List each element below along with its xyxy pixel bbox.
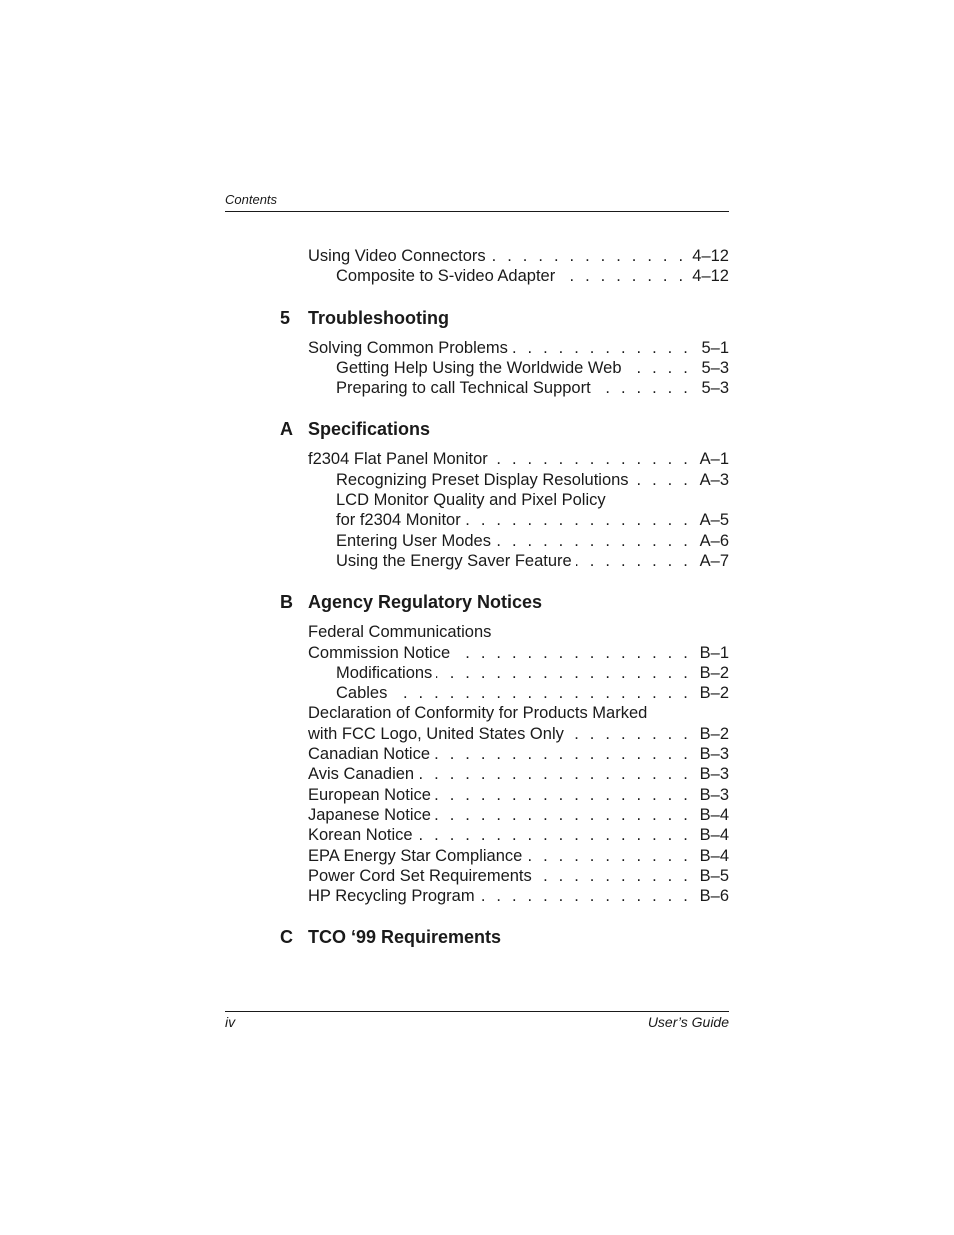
toc-entry-page: B–2 <box>699 684 729 703</box>
toc-continued-section <box>280 246 729 287</box>
toc-entry-label: Power Cord Set Requirements <box>308 866 532 885</box>
toc-entry-label: f2304 Flat Panel Monitor <box>308 450 488 469</box>
toc-entry-label: Getting Help Using the Worldwide Web <box>336 358 622 377</box>
toc-entry-label: Composite to S-video Adapter <box>336 267 556 286</box>
toc-entry-page: B–3 <box>699 785 729 804</box>
dot-leader <box>536 866 691 886</box>
dot-leader <box>495 531 691 551</box>
toc-entry-label: Commission Notice <box>308 643 451 662</box>
dot-leader <box>417 825 691 845</box>
toc-entry-label: EPA Energy Star Compliance <box>308 846 523 865</box>
dot-leader <box>526 846 691 866</box>
toc-entry-label: Solving Common Problems <box>308 338 508 357</box>
chapter-title: Agency Regulatory Notices <box>308 592 543 613</box>
chapter-number: 5 <box>280 307 291 328</box>
toc-entry-page: 5–3 <box>701 358 729 377</box>
toc-entry-page: B–3 <box>699 745 729 764</box>
dot-leader <box>479 886 691 906</box>
page-number: iv <box>225 1014 236 1030</box>
running-head: Contents <box>225 192 278 207</box>
toc-entry-label: Declaration of Conformity for Products Marked <box>308 704 648 723</box>
chapter-number: A <box>280 419 293 440</box>
dot-leader <box>512 338 691 358</box>
toc-entry[interactable] <box>280 551 729 571</box>
toc-entry-page: B–2 <box>699 724 729 743</box>
toc-chapter-heading[interactable] <box>280 418 729 440</box>
chapter-title: TCO ‘99 Requirements <box>308 927 502 948</box>
toc-entry-page: 5–3 <box>701 379 729 398</box>
dot-leader <box>559 266 686 286</box>
chapter-number: B <box>280 592 293 613</box>
dot-leader <box>626 358 691 378</box>
toc-entry-page: 4–12 <box>692 267 729 286</box>
toc-entry[interactable] <box>280 724 729 744</box>
toc-entry-label: LCD Monitor Quality and Pixel Policy <box>336 491 606 510</box>
toc-entry-label: Using Video Connectors <box>308 247 486 265</box>
toc-entry[interactable] <box>280 622 729 642</box>
toc-entry[interactable] <box>280 358 729 378</box>
dot-leader <box>576 551 691 571</box>
dot-leader <box>435 785 691 805</box>
toc-entry-label: Japanese Notice <box>308 805 431 824</box>
toc-entry-label: Avis Canadien <box>308 765 415 784</box>
toc-entry[interactable] <box>280 805 729 825</box>
dot-leader <box>454 643 691 663</box>
toc-entry-page: A–5 <box>699 511 729 530</box>
toc-entry[interactable] <box>280 449 729 469</box>
toc-entry-label: Cables <box>336 684 388 703</box>
toc-entry-label: Using the Energy Saver Feature <box>336 551 572 570</box>
toc-chapter-heading[interactable] <box>280 307 729 329</box>
toc-entry[interactable] <box>280 470 729 490</box>
toc-entry[interactable] <box>280 764 729 784</box>
dot-leader <box>434 744 691 764</box>
toc-entry[interactable] <box>280 744 729 764</box>
toc-entry-label: Modifications <box>336 663 433 682</box>
toc-entry-page: B–4 <box>699 826 729 845</box>
toc-entry-page: A–6 <box>699 531 729 550</box>
chapter-title: Specifications <box>308 419 431 440</box>
dot-leader <box>435 805 691 825</box>
dot-leader <box>633 470 691 490</box>
dot-leader <box>595 378 691 398</box>
toc-entry[interactable] <box>280 866 729 886</box>
toc-chapter-section <box>280 926 729 948</box>
toc-entry-page: B–2 <box>699 663 729 682</box>
toc-entry-label: Federal Communications <box>308 623 492 642</box>
toc-entry-page: B–5 <box>699 866 729 885</box>
table-of-contents <box>280 246 729 957</box>
footer-rule <box>225 1011 729 1012</box>
toc-chapter-section <box>280 307 729 399</box>
chapter-number: C <box>280 927 293 948</box>
dot-leader <box>465 510 691 530</box>
toc-entry[interactable] <box>280 643 729 663</box>
toc-entry-page: 5–1 <box>701 338 729 357</box>
toc-entry-page: A–1 <box>699 450 729 469</box>
toc-entry-label: European Notice <box>308 785 431 804</box>
dot-leader <box>490 246 687 266</box>
header-rule <box>225 211 729 212</box>
toc-entry-label: Preparing to call Technical Support <box>336 379 591 398</box>
toc-entry-page: B–3 <box>699 765 729 784</box>
toc-chapter-section <box>280 591 729 906</box>
toc-entry[interactable] <box>280 246 729 266</box>
toc-entry[interactable] <box>280 490 729 510</box>
toc-entry[interactable] <box>280 825 729 845</box>
toc-entry[interactable] <box>280 378 729 398</box>
toc-entry-page: B–4 <box>699 846 729 865</box>
toc-entry[interactable] <box>280 785 729 805</box>
toc-entry-page: A–3 <box>699 470 729 489</box>
dot-leader <box>391 683 691 703</box>
dot-leader <box>492 449 691 469</box>
toc-entry-page: B–4 <box>699 805 729 824</box>
chapter-title: Troubleshooting <box>308 307 449 328</box>
toc-entry-label: Korean Notice <box>308 826 413 845</box>
toc-entry[interactable] <box>280 663 729 683</box>
toc-entry-label: Canadian Notice <box>308 745 430 764</box>
toc-entry-label: Entering User Modes <box>336 531 491 550</box>
toc-entry[interactable] <box>280 338 729 358</box>
toc-chapter-heading[interactable] <box>280 926 729 948</box>
toc-chapter-heading[interactable] <box>280 591 729 613</box>
toc-entry[interactable] <box>280 846 729 866</box>
toc-entry-label: Recognizing Preset Display Resolutions <box>336 470 629 489</box>
toc-entry[interactable] <box>280 703 729 723</box>
toc-entry-label: for f2304 Monitor <box>336 511 461 530</box>
toc-entry-page: B–1 <box>699 643 729 662</box>
toc-entry[interactable] <box>280 683 729 703</box>
toc-entry-page: A–7 <box>699 551 729 570</box>
dot-leader <box>568 724 691 744</box>
toc-entry-page: 4–12 <box>692 247 729 265</box>
toc-entry-label: with FCC Logo, United States Only <box>308 724 564 743</box>
dot-leader <box>418 764 691 784</box>
toc-chapter-section <box>280 418 729 571</box>
book-title: User’s Guide <box>647 1014 729 1030</box>
toc-entry[interactable] <box>280 886 729 906</box>
dot-leader <box>436 663 691 683</box>
toc-entry-page: B–6 <box>699 887 729 906</box>
toc-entry-label: HP Recycling Program <box>308 887 475 906</box>
toc-entry[interactable] <box>280 266 729 286</box>
toc-entry[interactable] <box>280 510 729 530</box>
toc-entry[interactable] <box>280 531 729 551</box>
